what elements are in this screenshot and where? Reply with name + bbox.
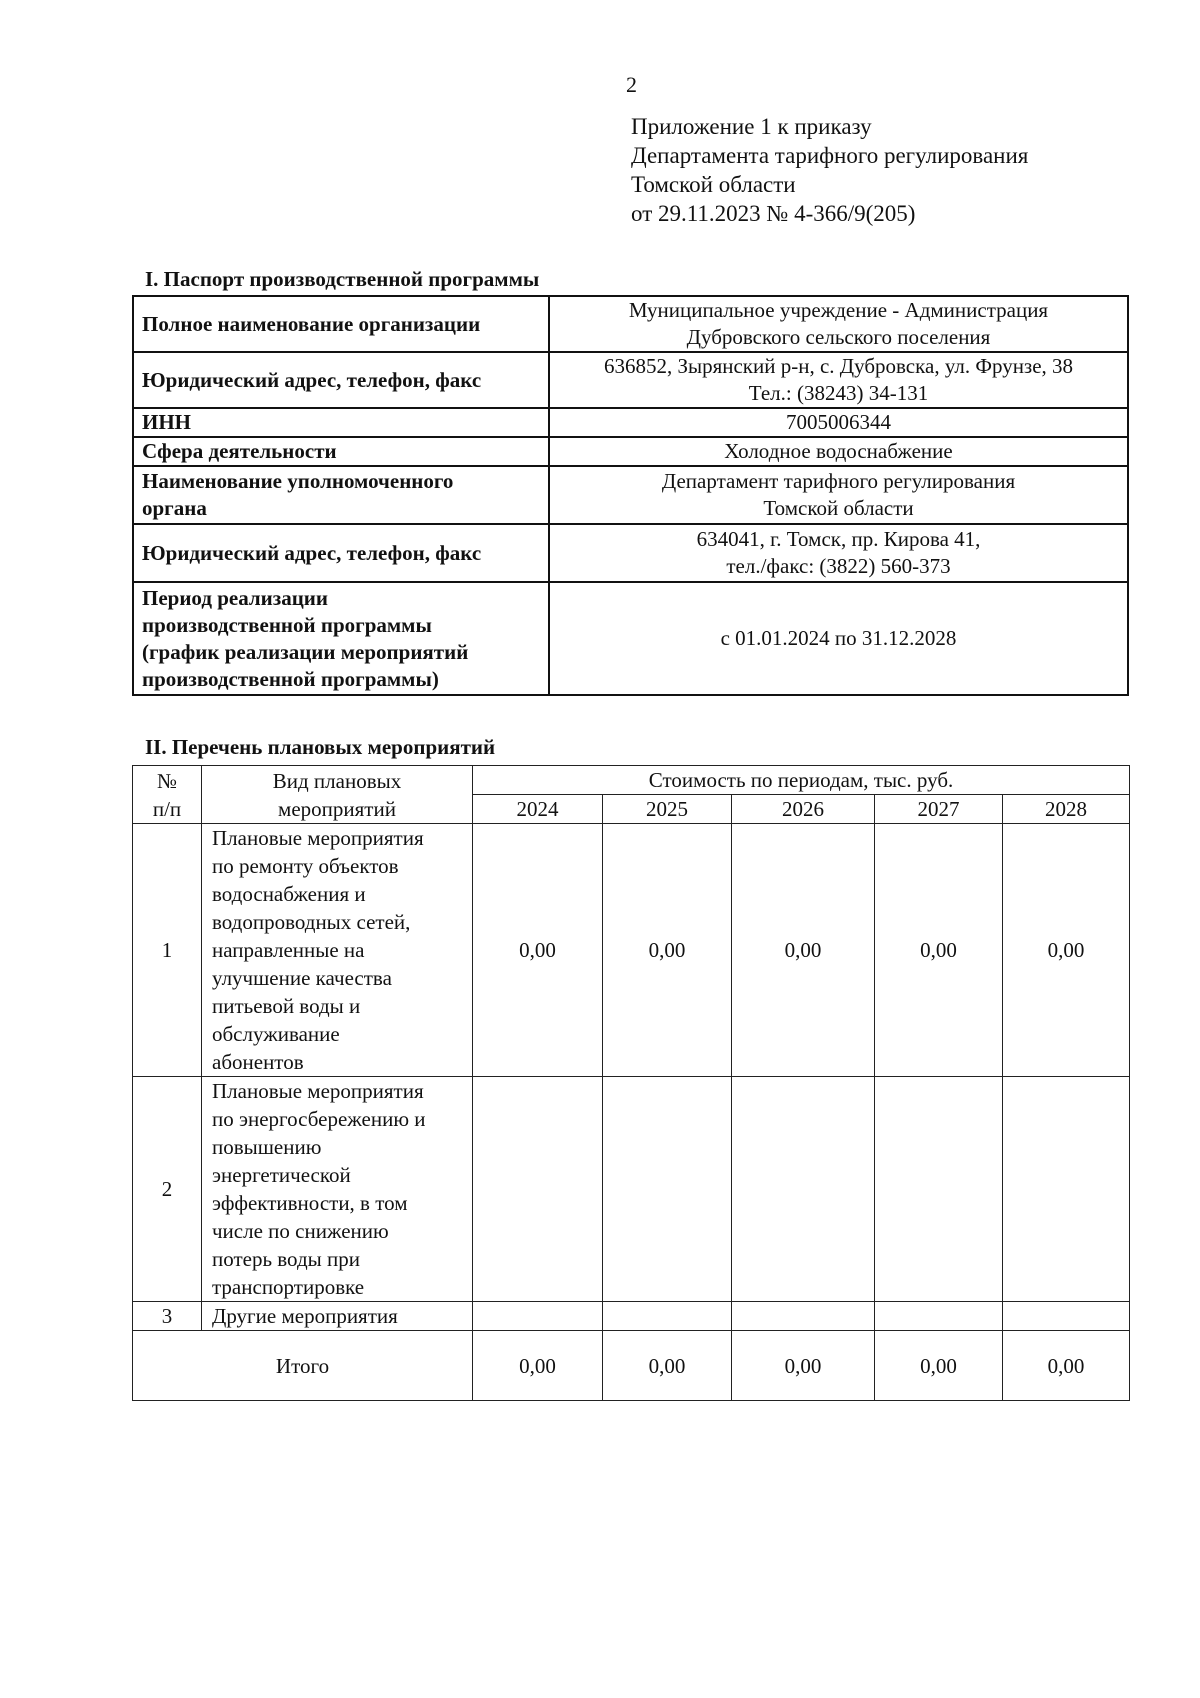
passport-row: [133, 408, 1128, 437]
page-number: 2: [626, 72, 637, 97]
passport-row: [133, 437, 1128, 466]
activities-table: [132, 765, 1130, 1401]
appendix-line-3: Томской области: [631, 172, 796, 197]
section-2-title: II. Перечень плановых мероприятий: [145, 735, 496, 759]
total-value: 0,00: [1003, 1331, 1130, 1401]
passport-label: Период реализации производственной программы (график реализации мероприятий производственной программы): [133, 582, 549, 695]
header-year: 2026: [732, 795, 875, 824]
appendix-line-4: от 29.11.2023 № 4-366/9(205): [631, 201, 916, 226]
row-value: [473, 1302, 603, 1331]
total-label: Итого: [133, 1331, 473, 1401]
total-value: 0,00: [875, 1331, 1003, 1401]
row-value: [732, 1302, 875, 1331]
appendix-header: [631, 112, 1028, 228]
passport-label: Полное наименование организации: [133, 296, 549, 352]
passport-table: [132, 295, 1129, 696]
header-year: 2027: [875, 795, 1003, 824]
row-value: [603, 1302, 732, 1331]
row-value: [875, 1302, 1003, 1331]
row-num: 3: [133, 1302, 202, 1331]
row-value: 0,00: [732, 824, 875, 1077]
total-row: [133, 1331, 1130, 1401]
passport-label: Юридический адрес, телефон, факс: [133, 352, 549, 408]
header-row: [133, 766, 1130, 795]
passport-label: Сфера деятельности: [133, 437, 549, 466]
table-row: [133, 1077, 1130, 1302]
passport-row: [133, 466, 1128, 524]
passport-value: 7005006344: [549, 408, 1128, 437]
passport-label: Наименование уполномоченного органа: [133, 466, 549, 524]
row-value: [732, 1077, 875, 1302]
passport-value: 636852, Зырянский р-н, с. Дубровска, ул. Фрунзе, 38 Тел.: (38243) 34-131: [549, 352, 1128, 408]
row-desc: Другие мероприятия: [202, 1302, 473, 1331]
passport-row: [133, 582, 1128, 695]
passport-value: с 01.01.2024 по 31.12.2028: [549, 582, 1128, 695]
passport-value: Холодное водоснабжение: [549, 437, 1128, 466]
row-value: [603, 1077, 732, 1302]
row-value: 0,00: [473, 824, 603, 1077]
row-value: 0,00: [875, 824, 1003, 1077]
row-num: 2: [133, 1077, 202, 1302]
passport-label: Юридический адрес, телефон, факс: [133, 524, 549, 582]
passport-value: Муниципальное учреждение - Администрация Дубровского сельского поселения: [549, 296, 1128, 352]
total-value: 0,00: [732, 1331, 875, 1401]
row-num: 1: [133, 824, 202, 1077]
row-value: [1003, 1302, 1130, 1331]
header-year: 2025: [603, 795, 732, 824]
total-value: 0,00: [603, 1331, 732, 1401]
row-desc: Плановые мероприятия по энергосбережению и повышению энергетической эффективности, в том числе по снижению потерь воды при транспортировке: [202, 1077, 473, 1302]
header-num: № п/п: [133, 766, 202, 824]
passport-row: [133, 352, 1128, 408]
row-value: 0,00: [1003, 824, 1130, 1077]
header-cost: Стоимость по периодам, тыс. руб.: [473, 766, 1130, 795]
appendix-line-2: Департамента тарифного регулирования: [631, 143, 1029, 168]
table-row: [133, 1302, 1130, 1331]
header-type: Вид плановых мероприятий: [202, 766, 473, 824]
passport-value: Департамент тарифного регулирования Томской области: [549, 466, 1128, 524]
row-value: [1003, 1077, 1130, 1302]
table-row: [133, 824, 1130, 1077]
passport-row: [133, 296, 1128, 352]
section-1-title: I. Паспорт производственной программы: [145, 267, 540, 291]
row-desc: Плановые мероприятия по ремонту объектов водоснабжения и водопроводных сетей, направленные на улучшение качества питьевой воды и обслуживание абонентов: [202, 824, 473, 1077]
row-value: 0,00: [603, 824, 732, 1077]
header-year: 2024: [473, 795, 603, 824]
row-value: [473, 1077, 603, 1302]
passport-row: [133, 524, 1128, 582]
header-year: 2028: [1003, 795, 1130, 824]
appendix-line-1: Приложение 1 к приказу: [631, 114, 872, 139]
total-value: 0,00: [473, 1331, 603, 1401]
row-value: [875, 1077, 1003, 1302]
passport-value: 634041, г. Томск, пр. Кирова 41, тел./факс: (3822) 560-373: [549, 524, 1128, 582]
passport-label: ИНН: [133, 408, 549, 437]
